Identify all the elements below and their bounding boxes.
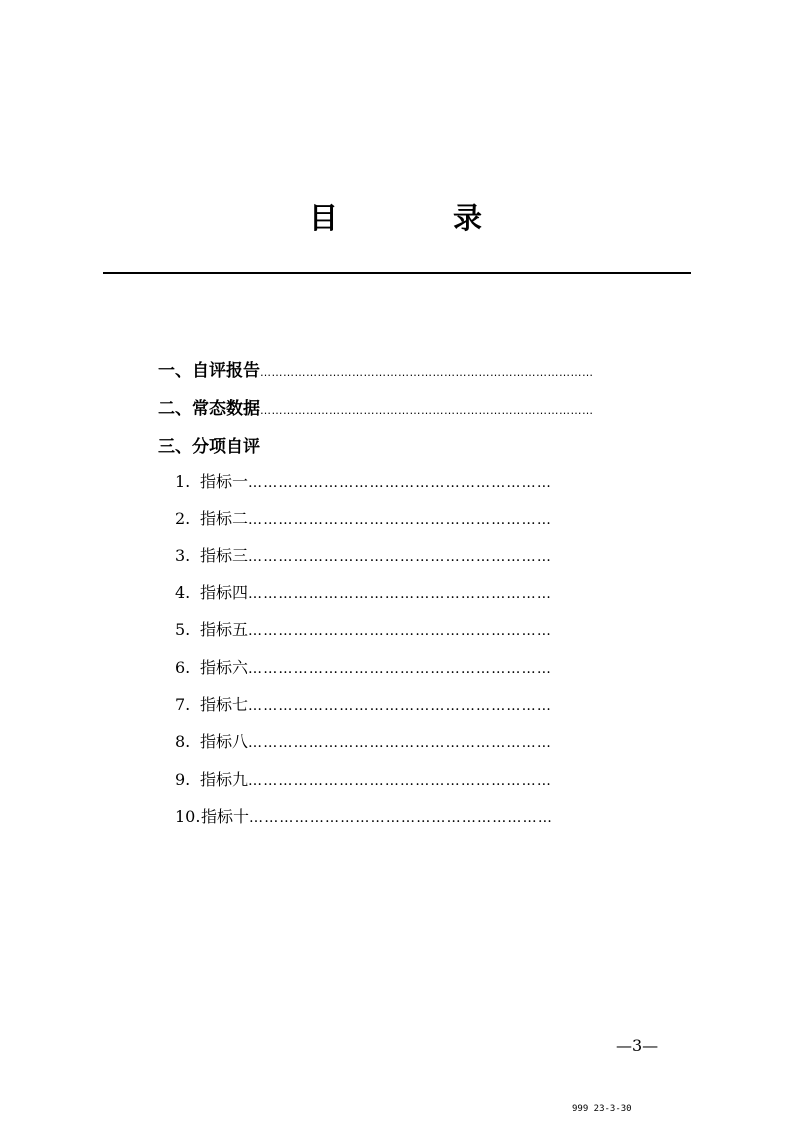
toc-item-number: 9.: [175, 770, 191, 789]
toc-item-number: 4.: [175, 583, 191, 602]
toc-section-label: 一、自评报告: [158, 361, 260, 381]
toc-section-label: 二、常态数据: [158, 399, 260, 419]
toc-item-label: 指标五: [200, 620, 249, 639]
toc-item-label: 指标九: [200, 770, 249, 789]
toc-item-number: 6.: [175, 658, 191, 677]
toc-leader: ……………………………………………………: [248, 549, 553, 565]
toc-leader: ……………………………………………………: [248, 586, 553, 602]
toc-item-1[interactable]: [175, 469, 644, 495]
toc-item-label: 指标一: [200, 472, 249, 491]
toc-section-routine-data[interactable]: [158, 394, 653, 420]
toc-item-label: 指标六: [200, 658, 249, 677]
toc-item-8[interactable]: [175, 729, 644, 755]
toc-section-label: 三、分项自评: [158, 437, 260, 457]
toc-item-2[interactable]: [175, 506, 644, 532]
toc-item-number: 10.: [175, 807, 201, 826]
toc-leader: ……………………………………………………: [248, 735, 553, 751]
title-char-2: 录: [453, 201, 483, 235]
toc-leader: ……………………………………………………: [248, 698, 553, 714]
toc-item-number: 2.: [175, 509, 191, 528]
toc-section-self-report[interactable]: [158, 356, 653, 382]
toc-item-label: 指标七: [200, 695, 249, 714]
toc-leader: ……………………………………………………: [249, 810, 554, 826]
toc-item-7[interactable]: [175, 692, 644, 718]
toc-item-number: 8.: [175, 732, 191, 751]
toc-item-4[interactable]: [175, 580, 644, 606]
toc-leader: ……………………………………………………………………………: [260, 366, 594, 379]
toc-item-label: 指标二: [200, 509, 249, 528]
toc-item-number: 3.: [175, 546, 191, 565]
toc-item-label: 指标十: [201, 807, 250, 826]
toc-leader: ……………………………………………………: [248, 475, 553, 491]
print-stamp: 999 23-3-30: [572, 1104, 632, 1114]
toc-leader: ……………………………………………………………………………: [260, 404, 594, 417]
toc-leader: ……………………………………………………: [248, 661, 553, 677]
toc-leader: ……………………………………………………: [248, 773, 553, 789]
title-divider: [103, 272, 691, 274]
toc-item-10[interactable]: [175, 804, 644, 830]
toc-item-number: 1.: [175, 472, 191, 491]
toc-leader: ……………………………………………………: [248, 512, 553, 528]
toc-item-3[interactable]: [175, 543, 644, 569]
toc-item-label: 指标三: [200, 546, 249, 565]
toc-section-itemized-self-eval[interactable]: [158, 432, 653, 458]
toc-item-number: 5.: [175, 620, 191, 639]
toc-item-6[interactable]: [175, 655, 644, 681]
toc-item-label: 指标八: [200, 732, 249, 751]
toc-item-label: 指标四: [200, 583, 249, 602]
page-number: —3—: [616, 1036, 659, 1055]
title-char-1: 目: [309, 201, 339, 235]
toc-item-9[interactable]: [175, 767, 644, 793]
toc-item-5[interactable]: [175, 617, 644, 643]
toc-item-number: 7.: [175, 695, 191, 714]
page-title: [0, 196, 793, 240]
toc-leader: ……………………………………………………: [248, 623, 553, 639]
